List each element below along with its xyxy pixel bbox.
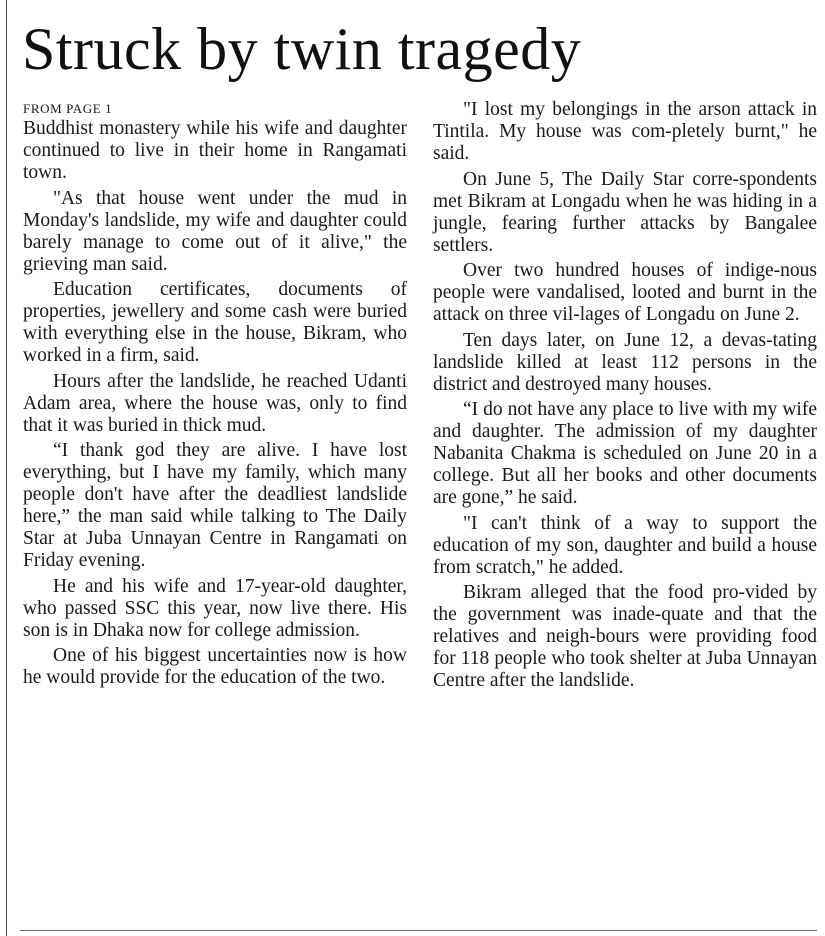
paragraph: Hours after the landslide, he reached Udanti Adam area, where the house was, only to find that it was buried in thick mud. bbox=[23, 370, 407, 436]
paragraph: Over two hundred houses of indige-nous people were vandalised, looted and burnt in the attack on three vil-lages of Longadu on June 2. bbox=[433, 260, 817, 325]
article-column-right bbox=[433, 99, 817, 696]
paragraph: Ten days later, on June 12, a devas-tating landslide killed at least 112 persons in the district and destroyed many houses. bbox=[433, 329, 817, 395]
paragraph: “I thank god they are alive. I have lost everything, but I have my family, which many people don't have after the deadliest landslide here,” the man said while talking to The Daily Star at Juba Unnayan Centre in Rangamati on Friday evening. bbox=[23, 440, 407, 571]
paragraph: "I lost my belongings in the arson attack in Tintila. My house was com-pletely burnt," he said. bbox=[433, 99, 817, 164]
article-column-left bbox=[23, 99, 407, 693]
jump-label: FROM PAGE 1 bbox=[23, 101, 113, 116]
paragraph: One of his biggest uncertainties now is how he would provide for the education of the two. bbox=[23, 645, 407, 688]
paragraph: Buddhist monastery while his wife and daughter continued to live in their home in Rangamati town. bbox=[23, 118, 407, 183]
bottom-rule bbox=[20, 930, 817, 931]
paragraph: “I do not have any place to live with my wife and daughter. The admission of my daughter Nabanita Chakma is scheduled on June 20 in a college. But all her books and other documents are gone,” he said. bbox=[433, 399, 817, 508]
headline: Struck by twin tragedy bbox=[22, 16, 582, 82]
paragraph: He and his wife and 17-year-old daughter, who passed SSC this year, now live there. His son is in Dhaka now for college admission. bbox=[23, 575, 407, 641]
paragraph: Education certificates, documents of properties, jewellery and some cash were buried with everything else in the house, Bikram, who worked in a firm, said. bbox=[23, 279, 407, 366]
paragraph: "As that house went under the mud in Monday's landslide, my wife and daughter could barely manage to come out of it alive," the grieving man said. bbox=[23, 187, 407, 275]
paragraph: Bikram alleged that the food pro-vided by the government was inade-quate and that the relatives and neigh-bours were providing food for 118 people who took shelter at Juba Unnayan Centre after the landslide. bbox=[433, 582, 817, 691]
paragraph: "I can't think of a way to support the education of my son, daughter and build a house from scratch," he added. bbox=[433, 512, 817, 578]
column-rule-left bbox=[6, 0, 7, 936]
paragraph: On June 5, The Daily Star corre-spondents met Bikram at Longadu when he was hiding in a jungle, fearing further attacks by Bangalee settlers. bbox=[433, 168, 817, 256]
